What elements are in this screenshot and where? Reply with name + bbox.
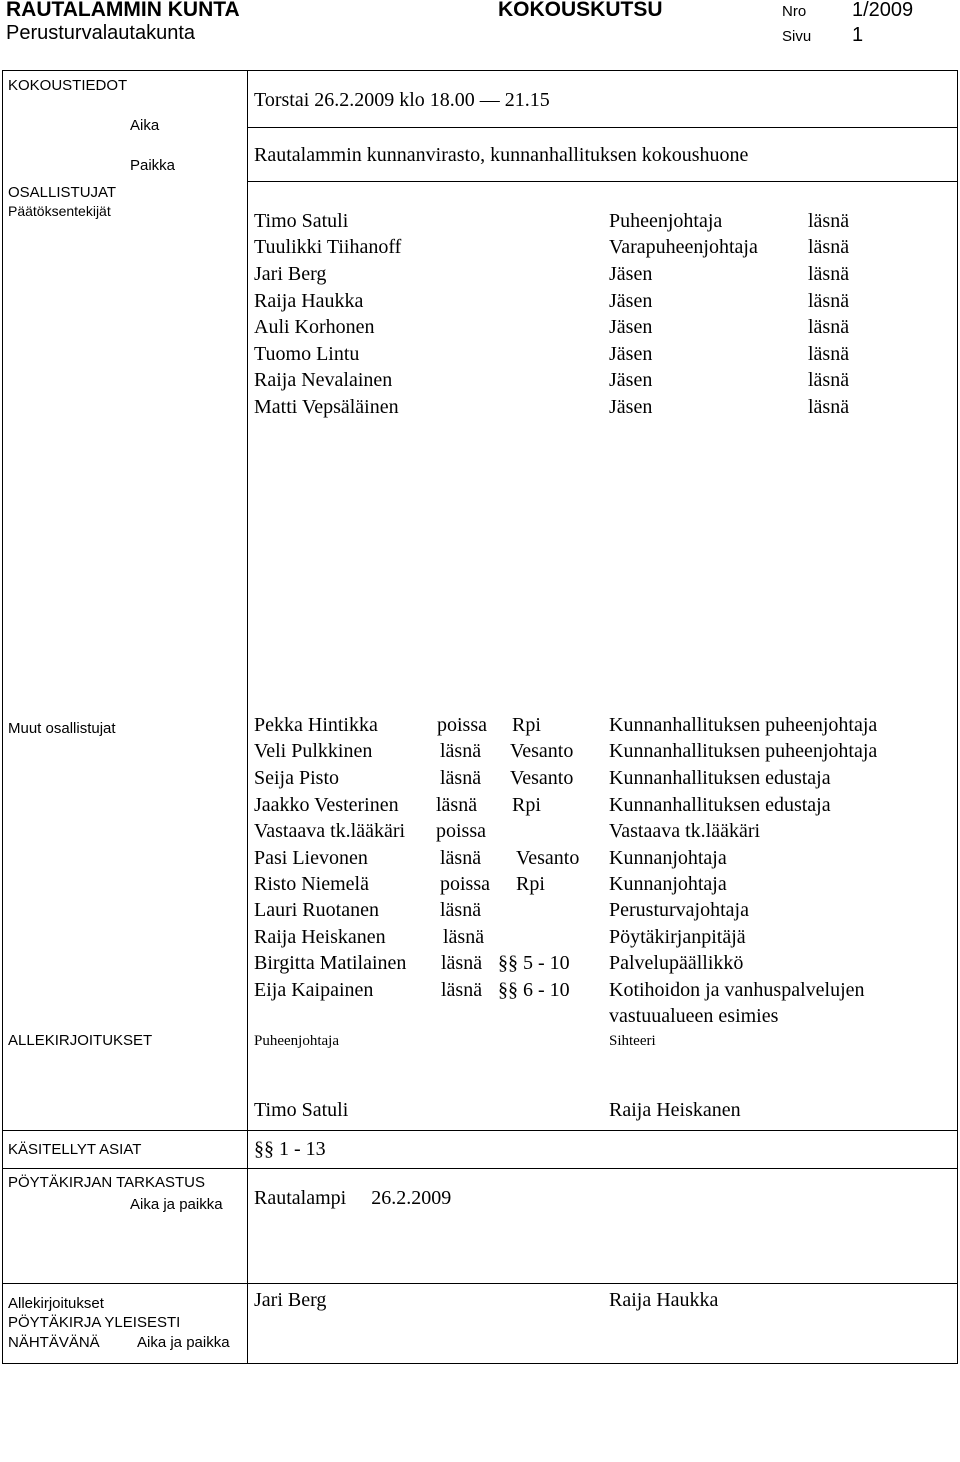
review-signatures-label: Allekirjoitukset [8, 1295, 104, 1312]
other-note: §§ 5 - 10 [498, 952, 570, 974]
review-signer-2: Raija Haukka [609, 1289, 719, 1311]
other-role: Kunnanhallituksen puheenjohtaja [609, 740, 878, 762]
member-status: läsnä [808, 290, 850, 312]
other-note: Vesanto [510, 740, 574, 762]
other-name: Veli Pulkkinen [254, 740, 373, 762]
other-status: läsnä [443, 926, 485, 948]
other-role: Palvelupäällikkö [609, 952, 744, 974]
other-role-continuation: vastuualueen esimies [609, 1005, 779, 1027]
other-name: Raija Heiskanen [254, 926, 386, 948]
review-label: PÖYTÄKIRJAN TARKASTUS [8, 1174, 205, 1191]
decision-makers-label: Päätöksentekijät [8, 203, 111, 219]
other-role: Pöytäkirjanpitäjä [609, 926, 746, 948]
other-status: läsnä [441, 979, 483, 1001]
other-note: Rpi [512, 714, 541, 736]
place-value: Rautalammin kunnanvirasto, kunnanhallituksen kokoushuone [254, 144, 749, 166]
public-display-label-2: NÄHTÄVÄNÄ [8, 1334, 100, 1351]
member-role: Puheenjohtaja [609, 210, 723, 232]
other-status: poissa [437, 714, 487, 736]
member-role: Jäsen [609, 369, 653, 391]
other-name: Jaakko Vesterinen [254, 794, 399, 816]
other-status: läsnä [440, 847, 482, 869]
participants-label: OSALLISTUJAT [8, 184, 117, 201]
public-display-label-1: PÖYTÄKIRJA YLEISESTI [8, 1314, 181, 1331]
sivu-value: 1 [852, 24, 864, 46]
other-role: Kotihoidon ja vanhuspalvelujen [609, 979, 865, 1001]
member-role: Varapuheenjohtaja [609, 236, 758, 258]
other-role: Kunnanjohtaja [609, 873, 727, 895]
member-role: Jäsen [609, 343, 653, 365]
other-status: läsnä [441, 952, 483, 974]
chair-label: Puheenjohtaja [254, 1033, 339, 1049]
member-status: läsnä [808, 236, 850, 258]
document-type: KOKOUSKUTSU [498, 0, 663, 21]
other-name: Risto Niemelä [254, 873, 369, 895]
review-sub-label: Aika ja paikka [130, 1196, 223, 1213]
meeting-info-label: KOKOUSTIEDOT [8, 77, 128, 94]
member-role: Jäsen [609, 396, 653, 418]
other-name: Lauri Ruotanen [254, 899, 379, 921]
member-name: Tuomo Lintu [254, 343, 360, 365]
member-role: Jäsen [609, 263, 653, 285]
other-name: Vastaava tk.lääkäri [254, 820, 406, 842]
handled-items-value: §§ 1 - 13 [254, 1138, 326, 1160]
other-participants-label: Muut osallistujat [8, 720, 116, 737]
other-status: läsnä [440, 899, 482, 921]
secretary-name: Raija Heiskanen [609, 1099, 741, 1121]
other-note: Rpi [512, 794, 541, 816]
member-status: läsnä [808, 263, 850, 285]
nro-label: Nro [782, 3, 807, 20]
member-role: Jäsen [609, 290, 653, 312]
signatures-label: ALLEKIRJOITUKSET [8, 1032, 153, 1049]
other-status: poissa [440, 873, 490, 895]
municipality-name: RAUTALAMMIN KUNTA [6, 0, 240, 21]
board-name: Perusturvalautakunta [6, 22, 196, 44]
nro-value: 1/2009 [852, 0, 914, 21]
secretary-label: Sihteeri [609, 1033, 656, 1049]
time-value: Torstai 26.2.2009 klo 18.00 — 21.15 [254, 89, 550, 111]
member-name: Auli Korhonen [254, 316, 375, 338]
time-label: Aika [130, 117, 160, 134]
other-note: Rpi [516, 873, 545, 895]
other-name: Seija Pisto [254, 767, 340, 789]
member-name: Matti Vepsäläinen [254, 396, 399, 418]
public-display-sub-label: Aika ja paikka [137, 1334, 230, 1351]
member-role: Jäsen [609, 316, 653, 338]
other-status: läsnä [436, 794, 478, 816]
other-status: poissa [436, 820, 486, 842]
handled-items-label: KÄSITELLYT ASIAT [8, 1141, 142, 1158]
member-status: läsnä [808, 343, 850, 365]
other-role: Kunnanhallituksen edustaja [609, 794, 831, 816]
member-name: Raija Haukka [254, 290, 364, 312]
chair-name: Timo Satuli [254, 1099, 349, 1121]
member-name: Tuulikki Tiihanoff [254, 236, 402, 258]
other-role: Perusturvajohtaja [609, 899, 749, 921]
other-name: Birgitta Matilainen [254, 952, 407, 974]
member-status: läsnä [808, 316, 850, 338]
other-role: Kunnanjohtaja [609, 847, 727, 869]
other-status: läsnä [440, 767, 482, 789]
other-role: Vastaava tk.lääkäri [609, 820, 761, 842]
member-name: Raija Nevalainen [254, 369, 393, 391]
other-note: Vesanto [510, 767, 574, 789]
member-status: läsnä [808, 369, 850, 391]
member-name: Timo Satuli [254, 210, 349, 232]
review-value: Rautalampi 26.2.2009 [254, 1187, 452, 1209]
other-name: Eija Kaipainen [254, 979, 374, 1001]
other-role: Kunnanhallituksen puheenjohtaja [609, 714, 878, 736]
other-role: Kunnanhallituksen edustaja [609, 767, 831, 789]
place-label: Paikka [130, 157, 176, 174]
other-note: §§ 6 - 10 [498, 979, 570, 1001]
member-status: läsnä [808, 210, 850, 232]
other-note: Vesanto [516, 847, 580, 869]
other-name: Pekka Hintikka [254, 714, 378, 736]
member-name: Jari Berg [254, 263, 327, 285]
other-status: läsnä [440, 740, 482, 762]
review-signer-1: Jari Berg [254, 1289, 327, 1311]
member-status: läsnä [808, 396, 850, 418]
other-name: Pasi Lievonen [254, 847, 368, 869]
sivu-label: Sivu [782, 28, 812, 45]
